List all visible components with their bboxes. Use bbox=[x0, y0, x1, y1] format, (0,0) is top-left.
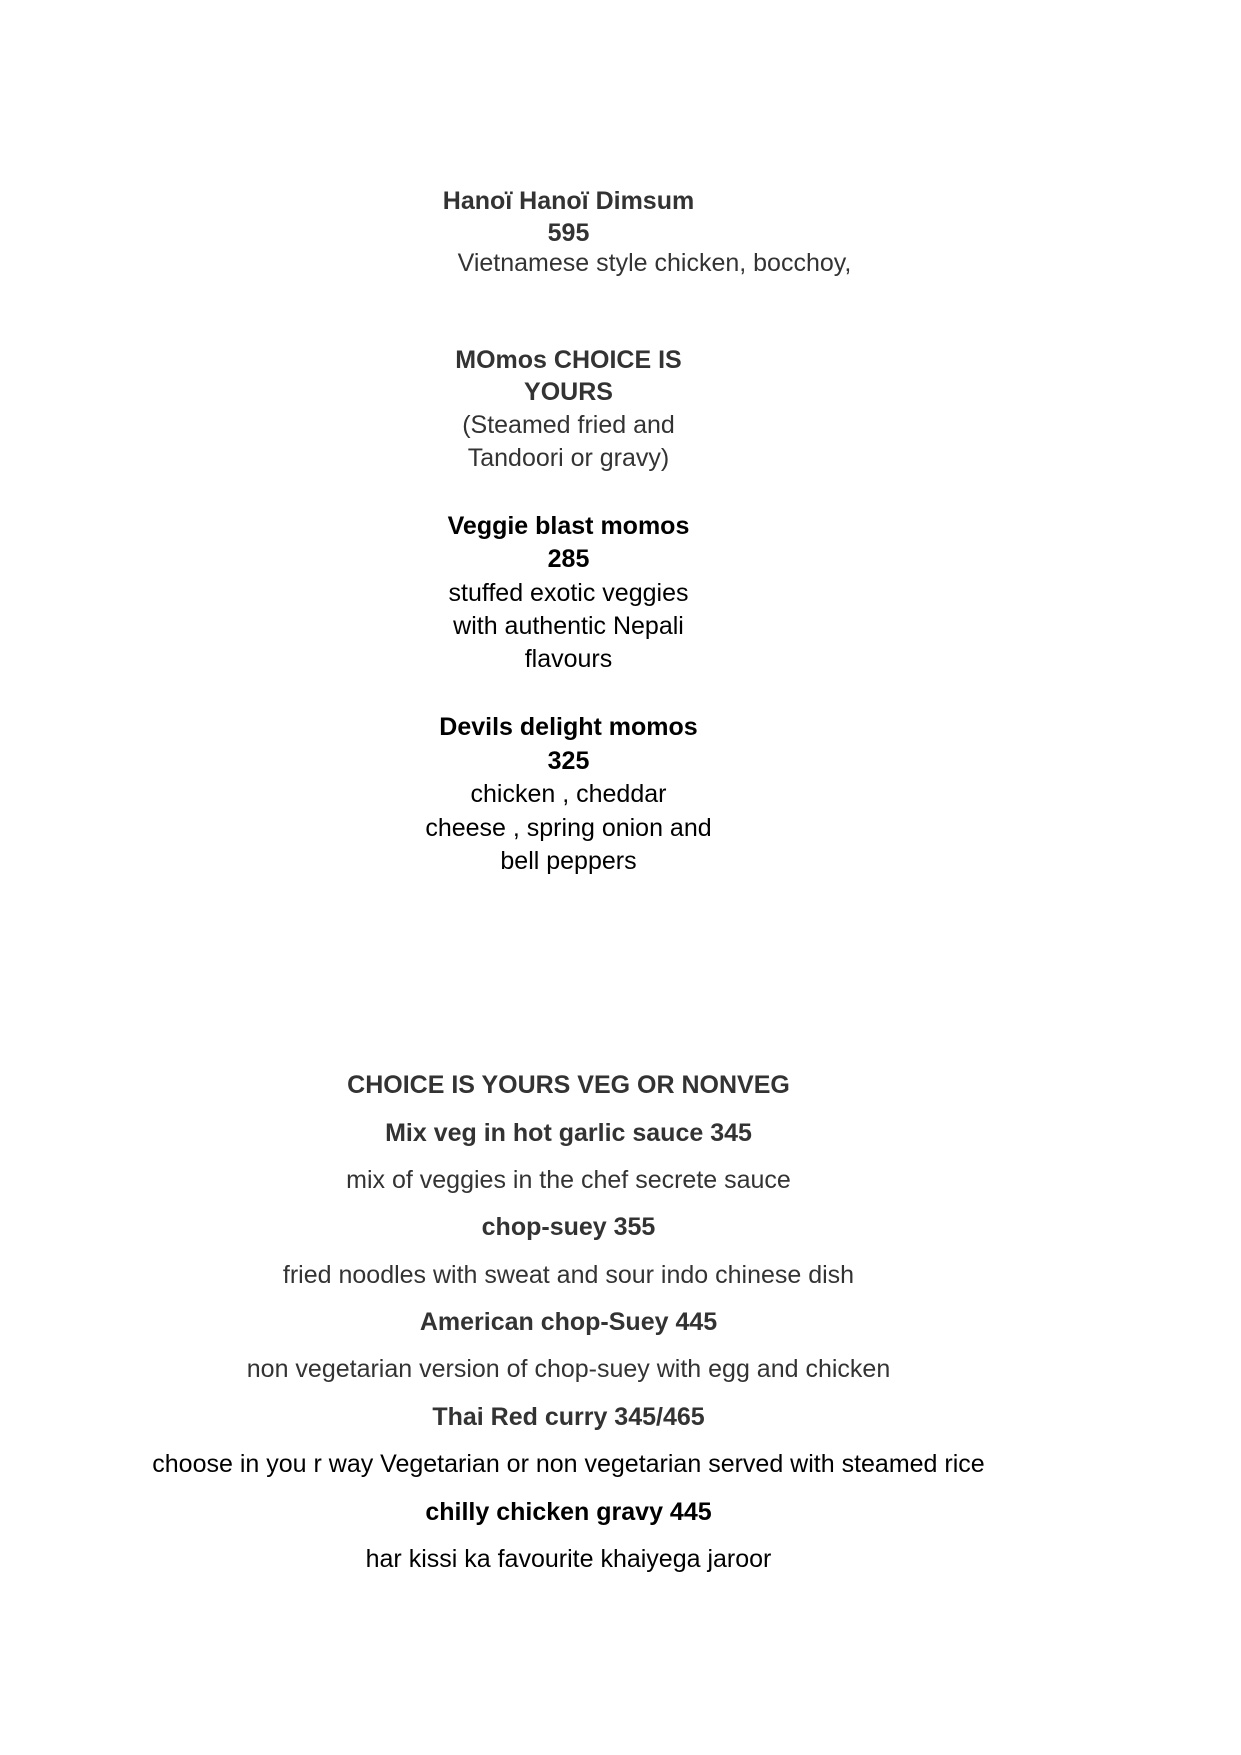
momos-section-subtitle-line1: (Steamed fried and bbox=[462, 411, 675, 439]
momos-section-subtitle-line2: Tandoori or gravy) bbox=[467, 444, 670, 472]
devils-momos-price: 325 bbox=[547, 747, 590, 775]
menu-item-description: mix of veggies in the chef secrete sauce bbox=[346, 1166, 791, 1194]
hanoi-dish-description: Vietnamese style chicken, bocchoy, bbox=[457, 249, 852, 277]
menu-item-name: American chop-Suey 445 bbox=[419, 1308, 718, 1336]
hanoi-dish-name: Hanoï Hanoï Dimsum bbox=[442, 187, 695, 215]
menu-item-name: chilly chicken gravy 445 bbox=[425, 1498, 712, 1526]
veggie-momos-description-line1: stuffed exotic veggies bbox=[448, 579, 689, 607]
menu-item-name: Thai Red curry 345/465 bbox=[432, 1403, 705, 1431]
menu-item-description: non vegetarian version of chop-suey with egg and chicken bbox=[246, 1355, 891, 1383]
devils-momos-name: Devils delight momos bbox=[439, 713, 698, 741]
veggie-momos-description-line2: with authentic Nepali bbox=[453, 612, 684, 640]
veggie-momos-price: 285 bbox=[547, 545, 590, 573]
menu-item-description: choose in you r way Vegetarian or non vegetarian served with steamed rice bbox=[152, 1450, 985, 1478]
devils-momos-description-line3: bell peppers bbox=[500, 847, 637, 875]
menu-item-description: fried noodles with sweat and sour indo chinese dish bbox=[282, 1261, 855, 1289]
devils-momos-description-line1: chicken , cheddar bbox=[470, 780, 667, 808]
devils-momos-description-line2: cheese , spring onion and bbox=[425, 814, 712, 842]
veggie-momos-description-line3: flavours bbox=[524, 645, 613, 673]
hanoi-dish-price: 595 bbox=[547, 219, 590, 247]
menu-item-name: Mix veg in hot garlic sauce 345 bbox=[385, 1119, 752, 1147]
momos-section-heading-line1: MOmos CHOICE IS bbox=[455, 346, 682, 374]
momos-section-heading-line2: YOURS bbox=[524, 378, 613, 406]
menu-item-name: chop-suey 355 bbox=[481, 1213, 656, 1241]
bottom-section-heading: CHOICE IS YOURS VEG OR NONVEG bbox=[347, 1071, 790, 1099]
menu-item-description: har kissi ka favourite khaiyega jaroor bbox=[365, 1545, 772, 1573]
veggie-momos-name: Veggie blast momos bbox=[447, 512, 690, 540]
